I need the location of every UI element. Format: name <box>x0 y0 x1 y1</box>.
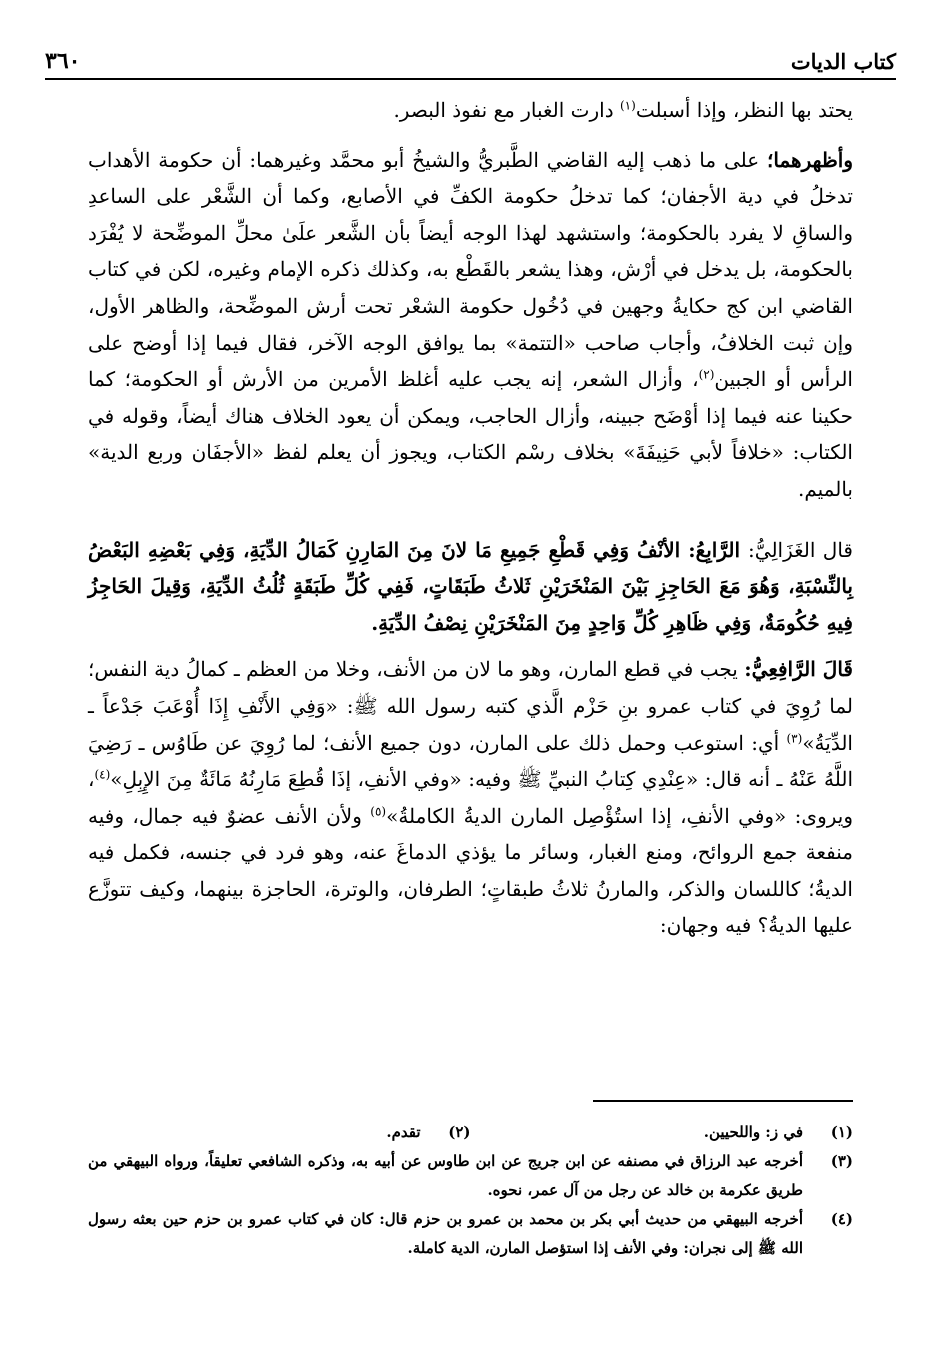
running-title: كتاب الديات <box>790 49 896 74</box>
page-header <box>45 40 896 80</box>
main-text <box>88 92 853 944</box>
paragraph-2 <box>88 142 853 508</box>
footnote-4 <box>88 1205 853 1263</box>
paragraph-1-text: يحتد بها النظر، وإذا أسبلت <box>635 98 853 122</box>
paragraph-1 <box>88 92 853 129</box>
footnote-ref-4: (٤) <box>94 767 111 782</box>
rafii-lead: قَالَ الرَّافِعِيُّ: <box>744 657 853 682</box>
footnote-text: أخرجه البيهقي من حديث أبي بكر بن محمد بن عمرو بن حزم قال: كان في كتاب عمرو بن حزم حين بعثه رسول الله ﷺ إلى نجران: وفي الأنف إذا استؤصل المارن، الدية كاملة. <box>88 1210 803 1257</box>
footnote-text: تقدم. <box>386 1123 421 1141</box>
page-number: ٣٦٠ <box>45 48 81 74</box>
ghazali-quote <box>88 532 853 642</box>
footnote-divider <box>593 1100 853 1102</box>
paragraph-2-text-b: ، وأزال الشعر، إنه يجب عليه أغلظ الأمرين من الأرش أو الحكومة؛ كما حكينا عنه فيما إذا أوْضَح جبينه، وأزال الحاجب، ويمكن أن يعود الخلاف هناك أيضاً، وقوله في الكتاب: «خلافاً لأبي حَنِيفَةَ» بخلاف رسْم الكتاب، ويجوز أن يعلم لفظ «الأجفَان وربع الدية» بالميم. <box>88 367 853 501</box>
rafii-text-d: ولأن الأنف عضوٌ فيه جمال، وفيه منفعة جمع الروائح، ومنع الغبار، وسائر ما يؤذي الدماغَ عنه، وهو فرد في جنسه، فكمل فيه الديةُ؛ كاللسان والذكر، والمارنُ ثلاثُ طبقاتٍ؛ الطرفان، والوترة، الحاجزة بينهما، وكيف تتوزَّع عليها الديةُ؟ فيه وجهان: <box>88 803 853 938</box>
footnote-number: (١) <box>830 1123 853 1141</box>
footnote-ref-2: (٢) <box>698 367 715 382</box>
footnote-text: في ز: واللحيين. <box>703 1123 803 1141</box>
rafii-text-a: يجب في قطع المارن، وهو ما لان من الأنف، وخلا من العظم ـ كمالُ دية النفس؛ لما رُوِيَ في كتاب عمرو بنِ حَزْم الَّذي كتبه رسول الله ﷺ: «وَفِي الأَنْفِ إِذَا أُوْعَبَ جَدْعاً ـ الدِّيَةُ» <box>88 657 854 755</box>
footnote-text: أخرجه عبد الرزاق في مصنفه عن ابن جريج عن ابن طاوس عن أبيه به، وذكره الشافعي تعليقاً، ورواه البيهقي من طريق عكرمة بن خالد عن رجل من آل عمر، نحوه. <box>88 1152 803 1199</box>
rafii-text-c: ، ويروى: «وفي الأنفِ، إذا استُؤْصِل المارن الديةُ الكاملةُ» <box>88 767 853 828</box>
footnote-ref-1: (١) <box>619 98 636 113</box>
footnote-ref-5: (٥) <box>370 804 387 819</box>
paragraph-1-end: دارت الغبار مع نفوذ البصر. <box>393 98 620 122</box>
footnote-3 <box>88 1147 853 1205</box>
ghazali-text: الرَّابِعُ: الأنْفُ وَفِي قَطْعِ جَمِيعِ مَا لانَ مِنَ المَارِنِ كَمَالُ الدِّيَةِ، وَفِي بَعْضِهِ البَعْضُ بِالنِّسْبَةِ، وَهُوَ مَعَ الحَاجِزِ بَيْنَ المَنْخَرَيْنِ ثَلاثُ طَبَقَاتٍ، فَفِي كُلِّ طَبَقَةٍ ثُلُثُ الدِّيَةِ، وَقِيلَ الحَاجِزُ فِيهِ حُكُومَةٌ، وَفِي ظَاهِرِ كُلِّ وَاحِدٍ مِنَ المَنْخَرَيْنِ نِصْفُ الدِّيَةِ. <box>88 537 853 635</box>
rafii-text-b: أي: استوعب وحمل ذلك على المارن، دون جميع الأنف؛ لما رُوِيَ عن طَاوُس ـ رَضِيَ اللَّهُ عَنْهُ ـ أنه قال: «عِنْدِي كِتابُ النبيِّ ﷺ وفيه: «وفي الأنفِ، إذَا قُطِعَ مَارِنُهُ مَائَةٌ مِنَ الإِبِلِ» <box>88 730 853 792</box>
ghazali-lead: قال الغَزَالِيُّ: <box>748 537 853 562</box>
paragraph-2-text-a: على ما ذهب إليه القاضي الطَّبريُّ والشيخُ أبو محمَّد وغيرهما: أن حكومة الأهداب تدخلُ في دية الأجفان؛ كما تدخلُ حكومة الكفِّ في الأصابع، وكما أن الشَّعْر على الساعدِ والساقِ لا يفرد بالحكومة؛ واستشهد لهذا الوجه أيضاً بأن الشَّعر علَىٰ محلِّ الموضِّحة لا يُفْرَد بالحكومة، بل يدخل في أرْش، وهذا يشعر بالقَطْع به، وكذلك ذكره الإمام وغيره، لكن في كتاب القاضي ابن كج حكايةُ وجهين في دُخُول حكومة الشعْر تحت أرش الموضِّحة، والظاهر الأول، وإن ثبت الخلافُ، وأجاب صاحب «التتمة» بما يوافق الوجه الآخر، فقال فيما إذا أوضح على الرأس أو الجبين <box>88 147 853 392</box>
footnote-number: (٣) <box>830 1152 853 1170</box>
footnote-1 <box>471 1118 854 1147</box>
footnote-2 <box>88 1118 471 1147</box>
footnote-number: (٤) <box>830 1210 853 1228</box>
footnote-ref-3: (٣) <box>786 730 803 745</box>
paragraph-2-lead: وأظهرهما؛ <box>767 147 853 172</box>
footnote-row <box>88 1118 853 1147</box>
rafii-commentary <box>88 651 853 944</box>
footnote-number: (٢) <box>448 1123 471 1141</box>
footnotes <box>88 1118 853 1263</box>
